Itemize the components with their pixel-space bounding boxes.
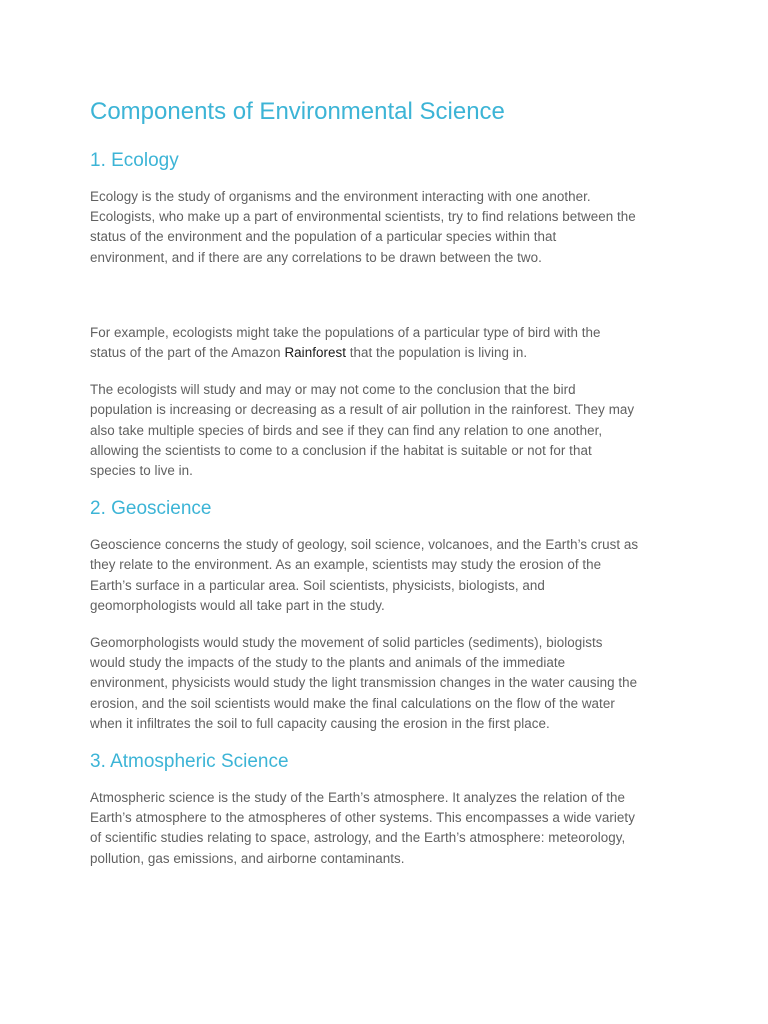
text-line: Earth’s atmosphere to the atmospheres of other systems. This encompasses a wide variety xyxy=(90,810,635,826)
text-line: also take multiple species of birds and see if they can find any relation to one another, xyxy=(90,422,603,438)
section-atmospheric-science xyxy=(90,749,680,869)
text-line: would study the impacts of the study to the plants and animals of the immediate xyxy=(90,655,566,671)
text-line: erosion, and the soil scientists would make the final calculations on the flow of the water xyxy=(90,695,615,711)
text-line: environment, and if there are any correlations to be drawn between the two. xyxy=(90,249,542,265)
text-line: pollution, gas emissions, and airborne contaminants. xyxy=(90,850,405,866)
document-page xyxy=(90,96,680,869)
paragraph xyxy=(90,788,680,869)
text-line: species to live in. xyxy=(90,463,193,479)
text-line: allowing the scientists to come to a conclusion if the habitat is suitable or not for that xyxy=(90,442,592,458)
section-heading: 2. Geoscience xyxy=(90,498,212,520)
text-line: Atmospheric science is the study of the Earth’s atmosphere. It analyzes the relation of the xyxy=(90,790,626,806)
text-line: of scientific studies relating to space, astrology, and the Earth’s atmosphere: meteorology, xyxy=(90,830,626,846)
section-heading: 3. Atmospheric Science xyxy=(90,751,289,773)
text-line: Ecology is the study of organisms and the environment interacting with one another. xyxy=(90,189,591,204)
paragraph xyxy=(90,323,680,363)
text-line: Earth’s surface in a particular area. Soil scientists, physicists, biologists, and xyxy=(90,577,545,593)
section-heading: 1. Ecology xyxy=(90,150,179,171)
paragraph xyxy=(90,633,680,734)
text-line: Geomorphologists would study the movement of solid particles (sediments), biologists xyxy=(90,635,603,651)
text-run: status of the part of the Amazon xyxy=(90,345,285,361)
text-run: that the population is living in. xyxy=(345,345,528,361)
section-geoscience xyxy=(90,496,680,734)
paragraph xyxy=(90,535,680,616)
text-line xyxy=(90,343,680,363)
text-line: Geoscience concerns the study of geology, soil science, volcanoes, and the Earth’s crust as xyxy=(90,537,639,553)
text-line: when it infiltrates the soil to full capacity causing the erosion in the first place. xyxy=(90,715,550,731)
document-title: Components of Environmental Science xyxy=(90,98,505,125)
text-line: geomorphologists would all take part in the study. xyxy=(90,597,385,613)
rainforest-term: Rainforest xyxy=(284,345,346,361)
paragraph xyxy=(90,187,680,268)
text-line: they relate to the environment. As an example, scientists may study the erosion of the xyxy=(90,557,602,573)
text-line: status of the environment and the population of a particular species within that xyxy=(90,229,557,245)
text-line: For example, ecologists might take the populations of a particular type of bird with the xyxy=(90,324,601,340)
text-line: environment, physicists would study the light transmission changes in the water causing the xyxy=(90,675,638,691)
text-line: The ecologists will study and may or may not come to the conclusion that the bird xyxy=(90,382,576,398)
text-line: population is increasing or decreasing as a result of air pollution in the rainforest. They may xyxy=(90,402,635,418)
text-line: Ecologists, who make up a part of environmental scientists, try to find relations between the xyxy=(90,209,636,225)
section-ecology xyxy=(90,148,680,481)
paragraph xyxy=(90,380,680,481)
